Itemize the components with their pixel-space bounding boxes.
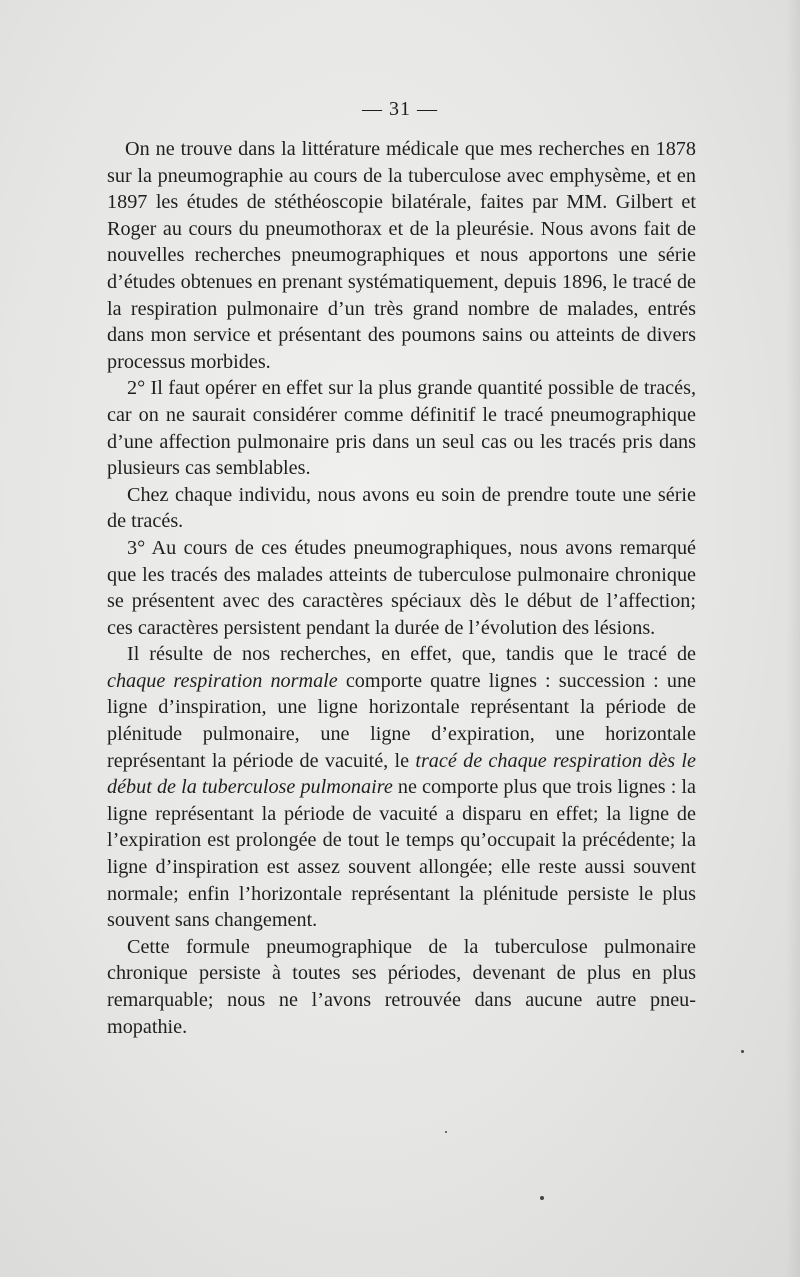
body-text <box>107 136 696 1040</box>
text-run: 2° Il faut opérer en effet sur la plus grande quantité possible de tracés, car on ne saurait considérer comme définitif le tracé pneumographique d’une affection pulmonaire pris dans un seul cas ou les tracés pris dans plusieurs cas semblables. <box>107 377 696 480</box>
paragraph <box>107 482 696 535</box>
text-run: Cette formule pneumographique de la tuberculose pulmonaire chronique persiste à toutes ses périodes, devenant de plus en plus remarquable; nous ne l’avons retrouvée dans aucune autre pneumopathie. <box>107 935 696 1038</box>
text-run: comporte quatre lignes : succession : une ligne d’inspiration, une ligne horizontale représentant la période de plénitude pulmonaire, une ligne d’expiration, une horizontale représentant la période de vacuité, le <box>107 669 696 772</box>
page-edge-shadow <box>786 0 800 1277</box>
text-run: Chez chaque individu, nous avons eu soin de prendre toute une série de tracés. <box>107 483 696 533</box>
text-run: ne comporte plus que trois lignes : la ligne représentant la période de vacuité a disparu en effet; la ligne de l’expiration est prolongée de tout le temps qu’occupait la précédente; la ligne d’inspiration est assez souvent allongée; elle reste aussi souvent normale; enfin l’horizontale représentant la plénitude persiste le plus souvent sans changement. <box>107 776 696 932</box>
ink-speck <box>540 1196 544 1200</box>
paragraph <box>107 641 696 934</box>
ink-speck <box>445 1131 447 1133</box>
ink-speck <box>741 1050 744 1053</box>
paragraph <box>107 934 696 1040</box>
text-run: On ne trouve dans la littérature médicale que mes recherches en 1878 sur la pneumographie au cours de la tuberculose avec emphysème, et en 1897 les études de stéthéoscopie bilatérale, faites par MM. Gilbert et Roger au cours du pneumothorax et de la pleurésie. Nous avons fait de nouvelles recherches pneumographiques et nous apportons une série d’études obtenues en prenant systématiquement, depuis 1896, le tracé de la respiration pulmonaire d’un très grand nombre de malades, entrés dans mon service et présentant des poumons sains ou atteints de divers processus morbides. <box>107 138 696 373</box>
text-run: Il résulte de nos recherches, en effet, que, tandis que le tracé de <box>127 643 696 666</box>
italic-text: chaque respiration normale <box>107 669 338 692</box>
page-number: — 31 — <box>362 98 438 120</box>
italic-text: tracé de chaque respiration dès le début de la tuberculose pulmonaire <box>107 749 696 799</box>
paragraph <box>107 375 696 481</box>
paragraph <box>107 136 696 375</box>
text-run: 3° Au cours de ces études pneumographiques, nous avons remarqué que les tracés des malades atteints de tuberculose pulmonaire chronique se présentent avec des caractères spéciaux dès le début de l’affection; ces caractères persistent pendant la durée de l’évolution des lésions. <box>107 536 696 639</box>
paragraph <box>107 535 696 641</box>
